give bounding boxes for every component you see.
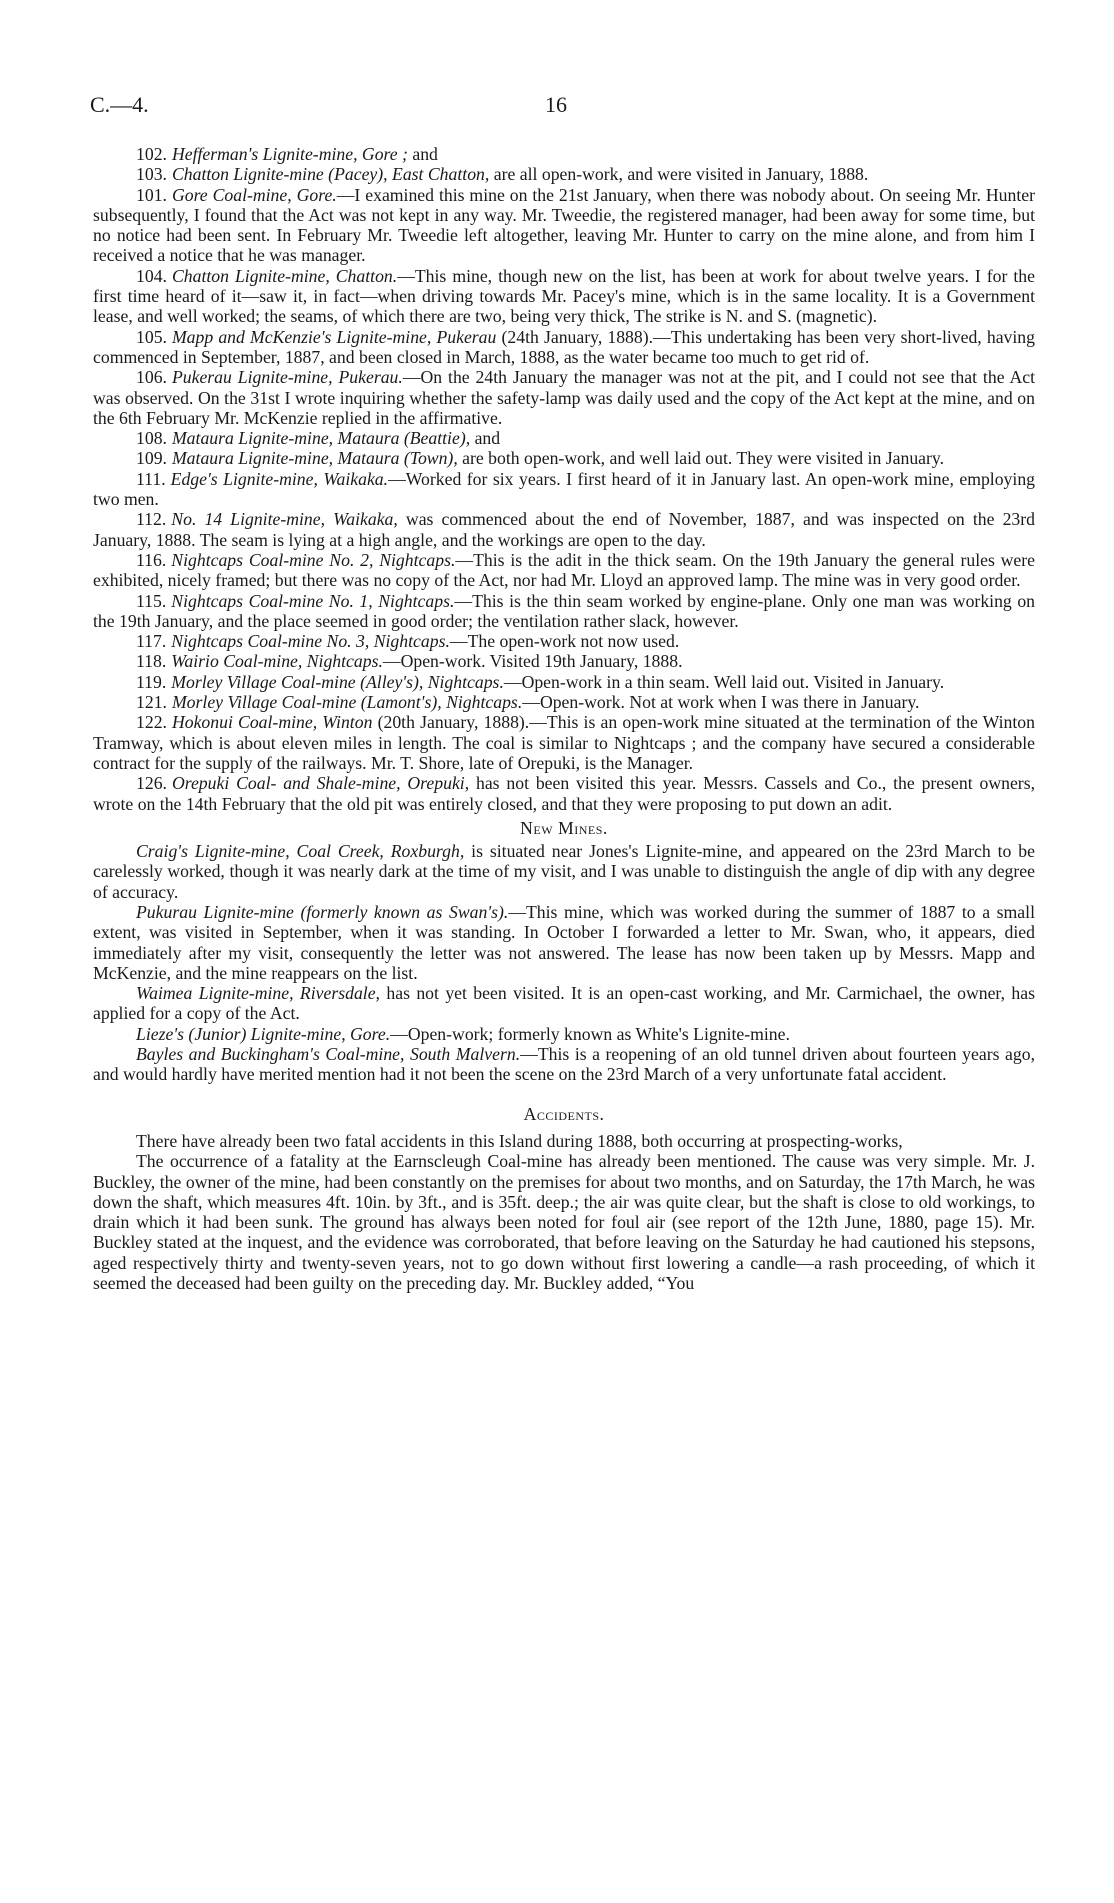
new-mine-entry	[93, 983, 1035, 1024]
mine-name: Craig's Lignite-mine, Coal Creek, Roxburgh,	[136, 841, 465, 862]
entry-number: 111.	[136, 468, 166, 489]
accident-paragraph: The occurrence of a fatality at the Earnscleugh Coal-mine has already been mentioned. The cause was very simple. Mr. J. Buckley, the owner of the mine, had been constantly on the premises for about two months, and on Saturday, the 17th March, he was down the shaft, which measures 4ft. 10in. by 3ft., and is 35ft. deep.; the air was quite clear, but the shaft is close to old workings, to drain which it had been sunk. The ground has always been noted for foul air (see report of the 12th June, 1880, page 15). Mr. Buckley stated at the inquest, and the evidence was corroborated, that before leaving on the Saturday he had cautioned his stepsons, aged respectively thirty and twenty-seven years, not to go down without first lowering a candle—a rash proceeding, of which it seemed the deceased had been guilty on the preceding day. Mr. Buckley added, “You	[93, 1151, 1035, 1294]
entry-number: 103.	[136, 164, 167, 185]
mine-name: Pukerau Lignite-mine, Pukerau.	[171, 367, 403, 388]
new-mine-entry	[93, 1044, 1035, 1085]
mine-name: Mataura Lignite-mine, Mataura (Beattie),	[171, 428, 471, 449]
entry-text: —This is a reopening of an old tunnel driven about fourteen years ago, and would hardly have merited mention had it not been the scene on the 23rd March of a very unfortunate fatal accident.	[93, 1044, 1035, 1085]
entry-number: 119.	[136, 671, 167, 692]
page-header	[90, 92, 1030, 122]
entry-number: 101.	[136, 184, 167, 205]
new-mines-section	[93, 818, 1035, 1085]
mine-entry	[93, 327, 1035, 368]
mine-entry	[93, 550, 1035, 591]
entry-number: 118.	[136, 651, 167, 672]
mine-entry	[93, 185, 1035, 266]
entry-text: —Open-work; formerly known as White's Lignite-mine.	[390, 1023, 790, 1044]
mine-name: Nightcaps Coal-mine No. 3, Nightcaps.	[171, 631, 450, 652]
mine-name: Orepuki Coal- and Shale-mine, Orepuki,	[171, 773, 470, 794]
mine-name: Mapp and McKenzie's Lignite-mine, Pukerau	[171, 326, 497, 347]
mine-name: Chatton Lignite-mine (Pacey), East Chatton,	[171, 164, 490, 185]
mine-name: Mataura Lignite-mine, Mataura (Town),	[171, 448, 458, 469]
entry-text: —Open-work. Not at work when I was there in January.	[522, 692, 920, 713]
mine-name: Pukurau Lignite-mine (formerly known as Swan's).	[136, 901, 509, 922]
entry-text: (24th January, 1888).—This undertaking has been very short-lived, having commenced in September, 1887, and been closed in March, 1888, as the water became too much to get rid of.	[93, 326, 1035, 367]
entry-text: —Open-work. Visited 19th January, 1888.	[382, 651, 683, 672]
entry-text: —This is the thin seam worked by engine-plane. Only one man was working on the 19th January, and the place seemed in good order; the ventilation rather slack, however.	[93, 590, 1036, 631]
new-mine-entry	[93, 841, 1035, 902]
mine-entry	[93, 144, 1035, 164]
mine-entry	[93, 692, 1035, 712]
mine-entry	[93, 428, 1035, 448]
accident-paragraph: There have already been two fatal accidents in this Island during 1888, both occurring at prospecting-works,	[136, 1130, 903, 1151]
entry-number: 106.	[136, 367, 167, 388]
entry-number: 122.	[136, 712, 167, 733]
entry-text: —Open-work in a thin seam. Well laid out. Visited in January.	[503, 671, 945, 692]
entry-text: are both open-work, and well laid out. They were visited in January.	[457, 448, 945, 469]
entry-text: —The open-work not now used.	[449, 631, 680, 652]
mine-name: Nightcaps Coal-mine No. 2, Nightcaps.	[171, 549, 456, 570]
entry-text: —On the 24th January the manager was not at the pit, and I could not see that the Act was observed. On the 31st I wrote inquiring whether the safety-lamp was daily used and the copy of the Act kept at the mine, and on the 6th February Mr. McKenzie replied in the affirmative.	[93, 367, 1035, 428]
entry-text: are all open-work, and were visited in January, 1888.	[489, 164, 869, 185]
document-code: C.—4.	[90, 92, 149, 117]
entry-number: 108.	[136, 428, 167, 449]
mine-entries	[93, 144, 1035, 814]
mine-name: Morley Village Coal-mine (Alley's), Nightcaps.	[171, 671, 504, 692]
entry-text: —I examined this mine on the 21st January, when there was nobody about. On seeing Mr. Hunter subsequently, I found that the Act was not kept in any way. Mr. Tweedie, the registered manager, had been away for some time, but no notice had been sent. In February Mr. Tweedie left altogether, leaving Mr. Hunter to carry on the mine alone, and from him I received a notice that he was manager.	[93, 184, 1035, 266]
page-number: 16	[545, 92, 567, 117]
mine-entry	[93, 591, 1035, 632]
entry-text: is situated near Jones's Lignite-mine, and appeared on the 23rd March to be carelessly worked, though it was nearly dark at the time of my visit, and I was unable to distinguish the angle of dip with any degree of accuracy.	[93, 841, 1035, 902]
mine-name: No. 14 Lignite-mine, Waikaka,	[171, 509, 398, 530]
new-mine-entry	[93, 1024, 1035, 1044]
mine-entry	[93, 469, 1035, 510]
entry-number: 121.	[136, 692, 167, 713]
entry-number: 112.	[136, 509, 167, 530]
entry-number: 117.	[136, 631, 167, 652]
entry-number: 126.	[136, 773, 167, 794]
entry-text: has not been visited this year. Messrs. Cassels and Co., the present owners, wrote on the 14th February that the old pit was entirely closed, and that they were proposing to put down an adit.	[93, 773, 1035, 814]
mine-entry	[93, 712, 1035, 773]
mine-name: Gore Coal-mine, Gore.	[171, 184, 337, 205]
mine-entry	[93, 509, 1035, 550]
mine-name: Hokonui Coal-mine, Winton	[171, 712, 373, 733]
entry-text: —This is the adit in the thick seam. On the 19th January the general rules were exhibited, nicely framed; but there was no copy of the Act, nor had Mr. Lloyd an approved lamp. The mine was in very good order.	[93, 549, 1036, 591]
mine-name: Wairio Coal-mine, Nightcaps.	[171, 651, 383, 672]
mine-name: Lieze's (Junior) Lignite-mine, Gore.	[136, 1023, 391, 1044]
mine-entry	[93, 266, 1035, 327]
mine-name: Bayles and Buckingham's Coal-mine, South Malvern.	[136, 1044, 521, 1065]
entry-text: (20th January, 1888).—This is an open-work mine situated at the termination of the Winton Tramway, which is about eleven miles in length. The coal is similar to Nightcaps ; and the company have secured a considerable contract for the supply of the railways. Mr. T. Shore, late of Orepuki, is the Manager.	[93, 712, 1035, 773]
report-body	[93, 144, 1035, 1293]
mine-name: Hefferman's Lignite-mine, Gore ;	[171, 144, 408, 164]
mine-entry	[93, 672, 1035, 692]
entry-text: was commenced about the end of November, 1887, and was inspected on the 23rd January, 1888. The seam is lying at a high angle, and the workings are open to the day.	[93, 509, 1035, 550]
mine-name: Edge's Lignite-mine, Waikaka.	[170, 468, 389, 489]
mine-name: Nightcaps Coal-mine No. 1, Nightcaps.	[171, 590, 455, 611]
mine-entry	[93, 448, 1035, 468]
mine-name: Waimea Lignite-mine, Riversdale,	[136, 983, 380, 1004]
entry-number: 116.	[136, 549, 167, 570]
entry-number: 115.	[136, 590, 167, 611]
mine-entry	[93, 164, 1035, 184]
entry-text: has not yet been visited. It is an open-cast working, and Mr. Carmichael, the owner, has applied for a copy of the Act.	[93, 983, 1035, 1024]
mine-name: Chatton Lignite-mine, Chatton.	[171, 265, 398, 286]
mine-entry	[93, 651, 1035, 671]
mine-name: Morley Village Coal-mine (Lamont's), Nightcaps.	[171, 692, 523, 713]
section-heading-new-mines: New Mines.	[520, 817, 608, 838]
entry-text: —This mine, which was worked during the summer of 1887 to a small extent, was visited in September, when it was standing. In October I forwarded a letter to Mr. Swan, who, it appears, died immediately after my visit, consequently the letter was not answered. The lease has now been taken up by Messrs. Mapp and McKenzie, and the mine reappears on the list.	[93, 901, 1035, 983]
mine-entry	[93, 631, 1035, 651]
accidents-section	[93, 1104, 1035, 1294]
new-mine-entry	[93, 902, 1035, 983]
entry-text: and	[407, 144, 438, 164]
entry-number: 104.	[136, 265, 167, 286]
section-heading-accidents: Accidents.	[523, 1103, 605, 1124]
mine-entry	[93, 773, 1035, 814]
entry-text: —This mine, though new on the list, has been at work for about twelve years. I for the first time heard of it—saw it, in fact—when driving towards Mr. Pacey's mine, which is in the same locality. It is a Government lease, and well worked; the seams, of which there are two, being very thick, The strike is N. and S. (magnetic).	[93, 265, 1035, 327]
entry-text: —Worked for six years. I first heard of it in January last. An open-work mine, employing two men.	[93, 468, 1036, 510]
entry-number: 102.	[136, 144, 167, 164]
mine-entry	[93, 367, 1035, 428]
entry-text: and	[470, 428, 501, 449]
entry-number: 109.	[136, 448, 167, 469]
entry-number: 105.	[136, 326, 167, 347]
